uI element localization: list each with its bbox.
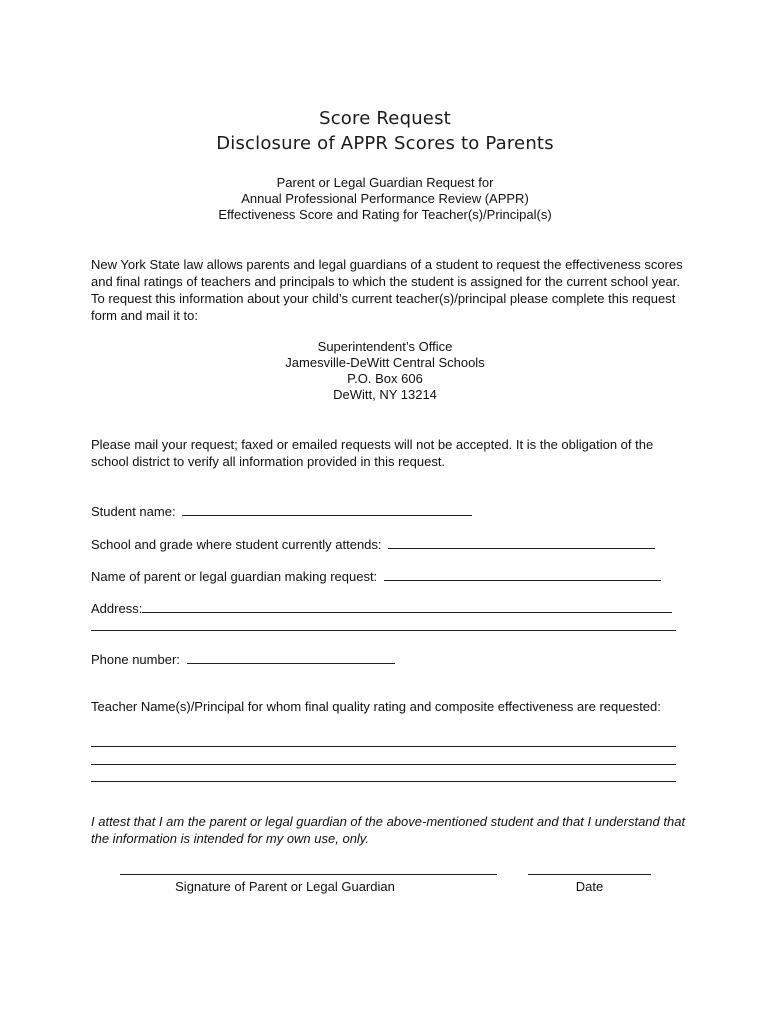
teacher-blank-1[interactable] (91, 733, 676, 747)
address-line-1: Superintendent’s Office (317, 339, 453, 354)
address-blank-1[interactable] (142, 599, 672, 613)
teacher-blank-line-3 (91, 768, 676, 786)
address-label: Address: (91, 601, 143, 616)
form-title: Score Request (319, 108, 451, 129)
address-line-3: P.O. Box 606 (347, 371, 423, 386)
subtitle-line-1: Parent or Legal Guardian Request for (276, 175, 494, 190)
school-grade-field (91, 535, 655, 553)
address-line-2: Jamesville-DeWitt Central Schools (285, 355, 485, 370)
attestation-statement: I attest that I am the parent or legal guardian of the above-mentioned student and that I understand that the information is intended for my own use, only. (91, 814, 686, 846)
address-line-4: DeWitt, NY 13214 (333, 387, 437, 402)
teacher-blank-2[interactable] (91, 751, 676, 765)
school-grade-blank[interactable] (388, 535, 655, 549)
phone-blank[interactable] (187, 650, 395, 664)
teacher-blank-line-2 (91, 751, 676, 769)
signature-label: Signature of Parent or Legal Guardian (175, 879, 395, 894)
address-field-line-2 (91, 617, 676, 635)
phone-field (91, 650, 395, 668)
student-name-field (91, 502, 472, 520)
phone-label: Phone number: (91, 652, 180, 667)
signature-line[interactable] (120, 874, 497, 875)
parent-name-field (91, 567, 661, 585)
teacher-field-label: Teacher Name(s)/Principal for whom final quality rating and composite effectiveness are requested: (91, 699, 661, 714)
student-name-label: Student name: (91, 504, 176, 519)
subtitle-line-2: Annual Professional Performance Review (APPR) (241, 191, 529, 206)
form-subtitle-heading: Disclosure of APPR Scores to Parents (216, 133, 554, 154)
parent-name-blank[interactable] (384, 567, 661, 581)
parent-name-label: Name of parent or legal guardian making request: (91, 569, 378, 584)
student-name-blank[interactable] (182, 502, 472, 516)
address-field (91, 599, 672, 617)
teacher-blank-line-1 (91, 733, 676, 751)
school-grade-label: School and grade where student currently attends: (91, 537, 382, 552)
intro-paragraph: New York State law allows parents and legal guardians of a student to request the effectiveness scores and final ratings of teachers and principals to which the student is assigned for the current school year. To request this information about your child’s current teacher(s)/principal please complete this request form and mail it to: (91, 257, 683, 323)
mail-notice-paragraph: Please mail your request; faxed or emailed requests will not be accepted. It is the obligation of the school district to verify all information provided in this request. (91, 437, 654, 469)
date-line[interactable] (528, 874, 651, 875)
subtitle-line-3: Effectiveness Score and Rating for Teacher(s)/Principal(s) (218, 207, 552, 222)
address-blank-2[interactable] (91, 617, 676, 631)
teacher-blank-3[interactable] (91, 768, 676, 782)
date-label: Date (575, 879, 604, 894)
